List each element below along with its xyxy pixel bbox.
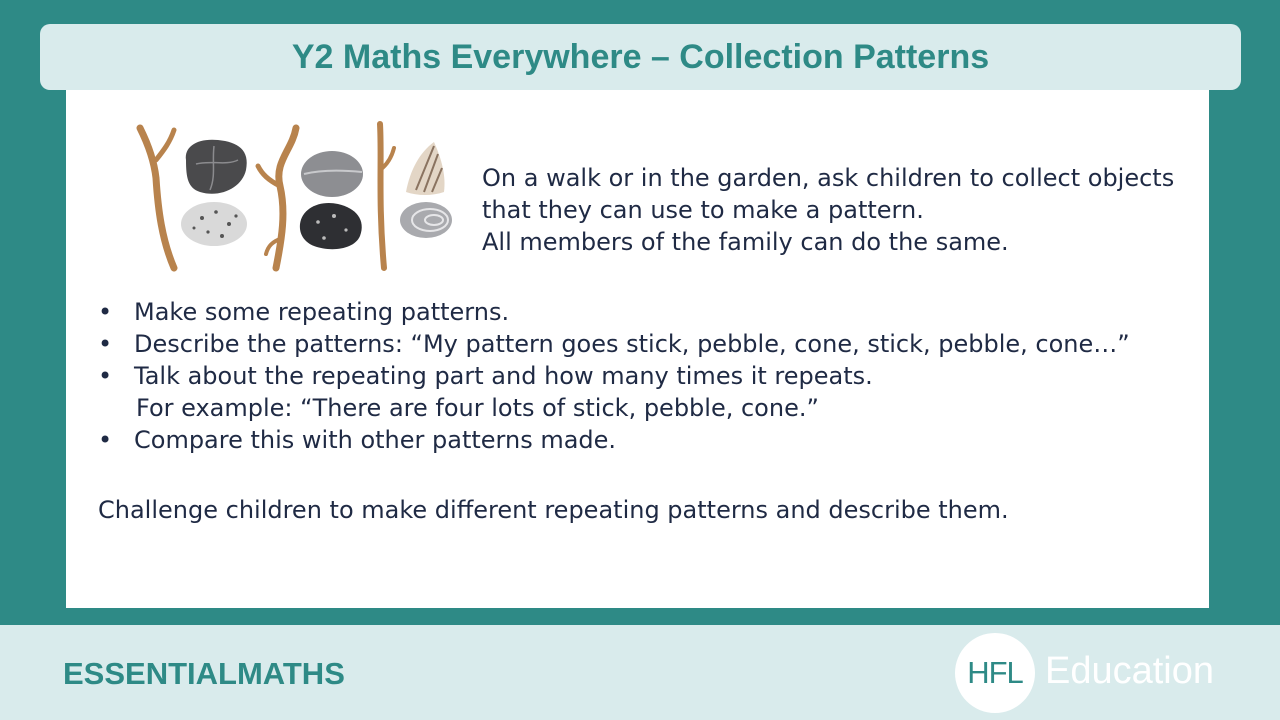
pebble-icon [186, 140, 247, 194]
intro-line: On a walk or in the garden, ask children to collect objects [482, 164, 1175, 192]
list-item-text: Compare this with other patterns made. [134, 426, 617, 454]
page-title: Y2 Maths Everywhere – Collection Patterns [291, 37, 990, 76]
stick-icon [380, 124, 384, 268]
logo-circle-icon [955, 633, 1035, 713]
pebble-icon [301, 151, 363, 197]
bullet-marker: • [98, 330, 113, 358]
challenge-text: Challenge children to make different repeating patterns and describe them. [98, 496, 1009, 524]
list-item [98, 296, 1188, 328]
hfl-education-logo [955, 633, 1215, 713]
stick-icon [276, 128, 296, 268]
title-bar [40, 24, 1241, 90]
list-item [98, 328, 1188, 360]
pebble-icon [300, 203, 362, 249]
intro-line: that they can use to make a pattern. [482, 196, 924, 224]
logo-letters: HFL [967, 655, 1023, 690]
brand-name: ESSENTIALMATHS [63, 656, 345, 691]
list-item-text: Talk about the repeating part and how many times it repeats. [134, 362, 873, 390]
pebble-icon [181, 202, 247, 246]
list-item [98, 360, 1188, 392]
stick-icon [140, 128, 174, 268]
list-item-text: Make some repeating patterns. [134, 298, 510, 326]
list-item [98, 424, 1188, 456]
bullet-marker: • [98, 426, 113, 454]
content-panel [66, 90, 1209, 608]
bullet-list [98, 296, 1188, 456]
logo-word: Education [1045, 650, 1215, 692]
list-item-continuation: For example: “There are four lots of stick, pebble, cone.” [136, 394, 819, 422]
intro-text [482, 162, 1202, 258]
bullet-marker: • [98, 362, 113, 390]
footer [0, 625, 1280, 720]
bullet-marker: • [98, 298, 113, 326]
list-item-text: Describe the patterns: “My pattern goes stick, pebble, cone, stick, pebble, cone…” [134, 330, 1130, 358]
intro-line: All members of the family can do the same. [482, 228, 1009, 256]
sticks-and-pebbles-illustration [134, 120, 454, 275]
